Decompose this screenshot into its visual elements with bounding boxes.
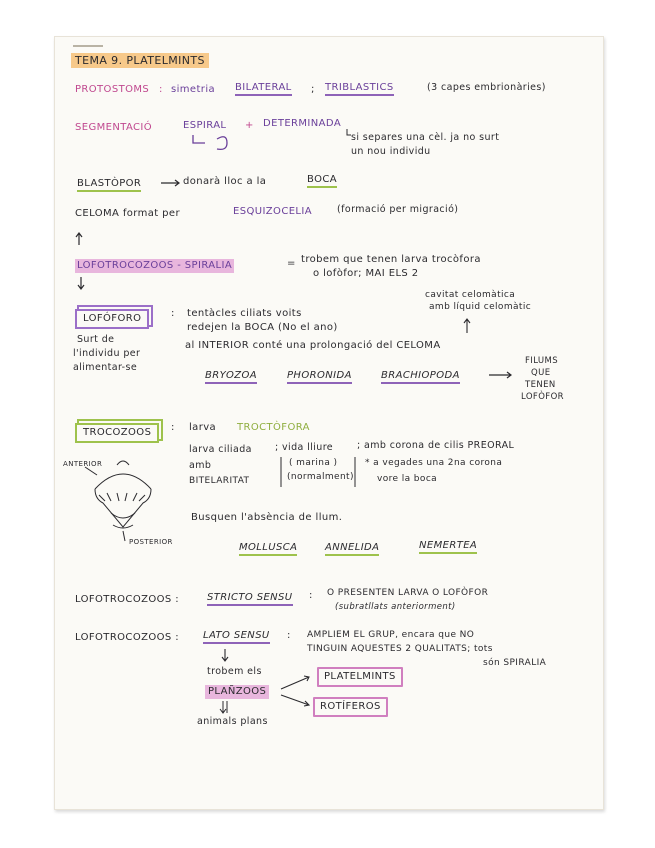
lato-colon: : (287, 630, 291, 641)
posterior-label: POSTERIOR (129, 538, 173, 546)
stricto-prefix: LOFOTROCOZOOS : (75, 594, 179, 605)
note-arrow (347, 129, 351, 135)
espiral-word: ESPIRAL (183, 120, 227, 131)
trocofora-r3b: (normalment) (287, 472, 354, 482)
platelmints-box: PLATELMINTS (317, 667, 403, 687)
cavitat-note-1: cavitat celomàtica (425, 290, 516, 300)
filums-1: FILUMS (525, 356, 559, 366)
arrows-and-sketch (55, 37, 603, 809)
phylum-phoronida: PHORONIDA (287, 371, 352, 384)
espiral-hook-arrow (193, 135, 205, 143)
stricto-text: O PRESENTEN LARVA O LOFÒFOR (327, 588, 489, 598)
lato-down-arrow (222, 649, 228, 661)
cavitat-arrow (464, 319, 470, 333)
lofotrocozoos-eq: = (287, 258, 296, 269)
trocozoos-colon: : (171, 422, 175, 433)
up-arrow (76, 233, 82, 245)
double-down-arrow (220, 701, 227, 713)
lofoforo-side-3: alimentar-se (73, 362, 138, 373)
trocofora-dividers (281, 457, 355, 487)
larva-word: larva (189, 422, 217, 433)
phylum-brachiopoda: BRACHIOPODA (381, 371, 460, 384)
capes-note: (3 capes embrionàries) (427, 82, 546, 93)
celoma-paren: (formació per migració) (337, 204, 459, 215)
lofotrocozoos-line-1: trobem que tenen larva trocòfora (301, 254, 481, 265)
trocofora-r1b: ; vida lliure (275, 442, 334, 453)
phylum-bryozoa: BRYOZOA (205, 371, 257, 384)
lofoforo-line-1: tentàcles ciliats voits (187, 308, 302, 319)
lofotrocozoos-spiralia-label: LOFOTROCOZOOS - SPIRALIA (77, 260, 233, 271)
spiral-sketch-icon (217, 137, 227, 150)
animals-plans: animals plans (197, 716, 268, 727)
stricto-colon: : (309, 590, 313, 601)
blastopor-arrow (161, 180, 179, 186)
trocofora-r2c: * a vegades una 2na corona (365, 458, 503, 468)
lato-sensu-label: LATO SENSU (203, 631, 270, 644)
celoma-prefix: CELOMA format per (75, 208, 180, 219)
cavitat-note-2: amb líquid celomàtic (429, 302, 532, 312)
lofoforo-side-1: Surt de (77, 334, 115, 345)
page-title: TEMA 9. PLATELMINTS (71, 53, 209, 68)
trocofora-r2b: ( marina ) (289, 458, 338, 468)
phylum-nemertea: NEMERTEA (419, 541, 477, 554)
lofoforo-line-3: al INTERIOR conté una prolongació del CELOMA (185, 340, 441, 351)
lofoforo-colon: : (171, 308, 175, 319)
lato-line-2: TINGUIN AQUESTES 2 QUALITATS; tots (307, 644, 493, 654)
lofoforo-side-2: l'individu per (73, 348, 141, 359)
anterior-label: ANTERIOR (63, 460, 103, 468)
trocozoos-box: TROCOZOOS (75, 423, 159, 443)
triblastics-word: TRIBLASTICS (325, 83, 394, 96)
protostoms-label: PROTOSTOMS (75, 84, 150, 95)
lato-prefix: LOFOTROCOZOOS : (75, 632, 179, 643)
lato-line-1: AMPLIEM EL GRUP, encara que NO (307, 630, 475, 640)
rotiferos-branch-arrow (281, 695, 309, 706)
filums-4: LOFÒFOR (521, 392, 564, 402)
trocofora-r3a: BITELARITAT (189, 476, 250, 486)
phylum-annelida: ANNELIDA (325, 543, 379, 556)
blastopor-text: donarà lloc a la (183, 176, 267, 187)
bilateral-word: BILATERAL (235, 83, 292, 96)
down-arrow (78, 277, 84, 289)
platelmints-branch-arrow (281, 676, 309, 689)
determinada-word: DETERMINADA (263, 118, 342, 129)
trobem-els: trobem els (207, 666, 262, 677)
segmentacio-note-2: un nou individu (351, 146, 431, 157)
plus-sign: + (245, 120, 254, 131)
trocofora-r1a: larva ciliada (189, 444, 252, 455)
trocofora-word: TROCTÒFORA (237, 422, 310, 433)
trocofora-r3c: vore la boca (377, 474, 438, 484)
trochophore-sketch-icon (85, 461, 151, 541)
stricto-sensu-label: STRICTO SENSU (207, 593, 293, 606)
protostoms-sep: ; (311, 84, 315, 95)
filums-2: QUE (531, 368, 551, 378)
trocofora-r1c: ; amb corona de cilis PREORAL (357, 440, 515, 451)
blastopor-label: BLASTÒPOR (77, 179, 141, 192)
simetria-word: simetria (171, 84, 216, 95)
busquen-text: Busquen l'absència de llum. (191, 512, 343, 523)
filums-3: TENEN (525, 380, 556, 390)
rotiferos-box: ROTÍFEROS (313, 697, 388, 717)
segmentacio-note-1: si separes una cèl. ja no surt (351, 132, 500, 143)
esquizocelia-word: ESQUIZOCELIA (233, 206, 312, 217)
notebook-page (54, 36, 604, 810)
stricto-sub: (subratllats anteriorment) (335, 602, 456, 612)
segmentacio-label: SEGMENTACIÓ (75, 122, 153, 133)
planzoos-word: PLAÑZOOS (205, 685, 269, 699)
lato-line-3: són SPIRALIA (483, 658, 547, 668)
lofoforo-line-2: redejen la BOCA (No el ano) (187, 322, 338, 333)
filums-arrow (489, 372, 511, 378)
trocofora-r2a: amb (189, 460, 212, 471)
phylum-mollusca: MOLLUSCA (239, 543, 297, 556)
lofoforo-box: LOFÓFORO (75, 309, 149, 329)
lofotrocozoos-line-2: o lofòfor; MAI ELS 2 (313, 268, 419, 279)
boca-word: BOCA (307, 175, 337, 188)
protostoms-colon: : (159, 84, 163, 95)
